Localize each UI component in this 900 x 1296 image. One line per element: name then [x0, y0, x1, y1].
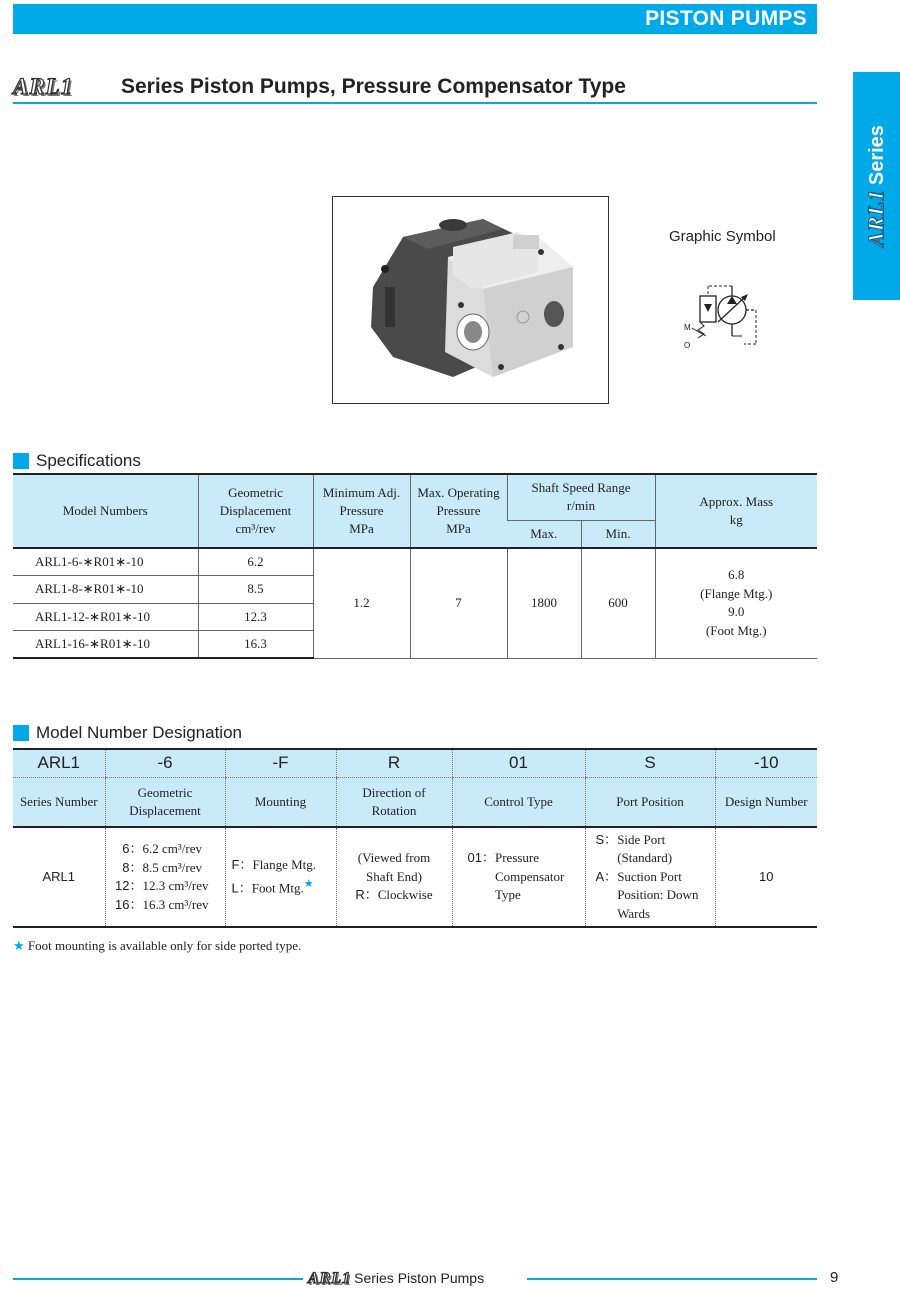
header-bar [13, 4, 817, 34]
col-model: Model Numbers [13, 474, 198, 548]
design-value: 10 [715, 827, 817, 927]
star-icon: ★ [303, 877, 314, 890]
displacement-options [105, 827, 225, 927]
list-item: F：Flange Mtg. [231, 857, 317, 873]
section-bullet-icon [13, 725, 29, 741]
section-bullet-icon [13, 453, 29, 469]
name-displacement: Geometric Displacement [105, 777, 225, 827]
col-max-pressure: Max. Operating Pressure MPa [410, 474, 507, 548]
code-rotation: R [336, 749, 452, 777]
list-item: 8：8.5 cm³/rev [122, 859, 203, 875]
col-displacement: Geometric Displacement cm³/rev [198, 474, 313, 548]
side-tab-logo: ARL1 [863, 189, 888, 247]
model-number: ARL1-16-∗R01∗-10 [13, 631, 198, 659]
table-row [13, 548, 817, 576]
side-tab-label: Series [866, 125, 888, 186]
displacement-value: 12.3 [198, 603, 313, 631]
control-value: 01： Pressure Compensator Type [452, 827, 585, 927]
min-pressure-value: 1.2 [313, 548, 410, 658]
page-title: Series Piston Pumps, Pressure Compensator Type [121, 75, 626, 98]
col-mass: Approx. Mass kg [655, 474, 817, 548]
model-number: ARL1-6-∗R01∗-10 [13, 548, 198, 576]
footnote-text: Foot mounting is available only for side ported type. [27, 938, 302, 953]
code-series: ARL1 [13, 749, 105, 777]
port-m-label: M [684, 323, 691, 332]
mass-value: 6.8 (Flange Mtg.) 9.0 (Foot Mtg.) [655, 548, 817, 658]
code-control: 01 [452, 749, 585, 777]
product-photo [332, 196, 609, 404]
hydraulic-symbol [682, 278, 762, 350]
category-title: PISTON PUMPS [645, 7, 807, 30]
speed-min-value: 600 [581, 548, 655, 658]
rotation-value: (Viewed from Shaft End) R：Clockwise [336, 827, 452, 927]
col-speed-range: Shaft Speed Range r/min [507, 474, 655, 520]
footnote [13, 938, 301, 954]
name-series: Series Number [13, 777, 105, 827]
footer-logo: ARL1 [308, 1270, 352, 1287]
port-o-label: O [684, 341, 691, 350]
list-item: 16：16.3 cm³/rev [115, 896, 209, 912]
col-speed-max: Max. [507, 520, 581, 548]
col-speed-min: Min. [581, 520, 655, 548]
star-icon: ★ [13, 938, 25, 953]
max-pressure-value: 7 [410, 548, 507, 658]
footer-rule-right [527, 1278, 817, 1280]
code-design: -10 [715, 749, 817, 777]
code-displacement: -6 [105, 749, 225, 777]
name-design: Design Number [715, 777, 817, 827]
specifications-table [13, 473, 817, 659]
model-number: ARL1-12-∗R01∗-10 [13, 603, 198, 631]
side-tab[interactable] [853, 72, 900, 300]
series-value: ARL1 [13, 827, 105, 927]
displacement-value: 16.3 [198, 631, 313, 659]
port-value: S： Side Port (Standard) A： Suction Port Position: Down Wards [585, 827, 715, 927]
footer-title [308, 1270, 484, 1288]
col-min-pressure: Minimum Adj. Pressure MPa [313, 474, 410, 548]
list-item: L：Foot Mtg.★ [231, 877, 314, 896]
list-item: 6：6.2 cm³/rev [122, 841, 203, 856]
model-number: ARL1-8-∗R01∗-10 [13, 576, 198, 604]
name-rotation: Direction of Rotation [336, 777, 452, 827]
page-number: 9 [830, 1269, 839, 1286]
designation-heading: Model Number Designation [13, 723, 242, 743]
designation-table [13, 748, 817, 928]
footer-text: Series Piston Pumps [354, 1270, 485, 1286]
code-port: S [585, 749, 715, 777]
footer-rule-left [13, 1278, 303, 1280]
graphic-symbol-label: Graphic Symbol [669, 228, 776, 245]
displacement-value: 8.5 [198, 576, 313, 604]
list-item: 12：12.3 cm³/rev [115, 878, 209, 893]
code-mounting: -F [225, 749, 336, 777]
displacement-value: 6.2 [198, 548, 313, 576]
series-logo: ARL1 [13, 74, 74, 99]
specifications-heading: Specifications [13, 451, 141, 471]
mounting-options [225, 827, 336, 927]
title-row [13, 72, 817, 104]
name-mounting: Mounting [225, 777, 336, 827]
name-port: Port Position [585, 777, 715, 827]
speed-max-value: 1800 [507, 548, 581, 658]
name-control: Control Type [452, 777, 585, 827]
pump-illustration [333, 197, 608, 403]
